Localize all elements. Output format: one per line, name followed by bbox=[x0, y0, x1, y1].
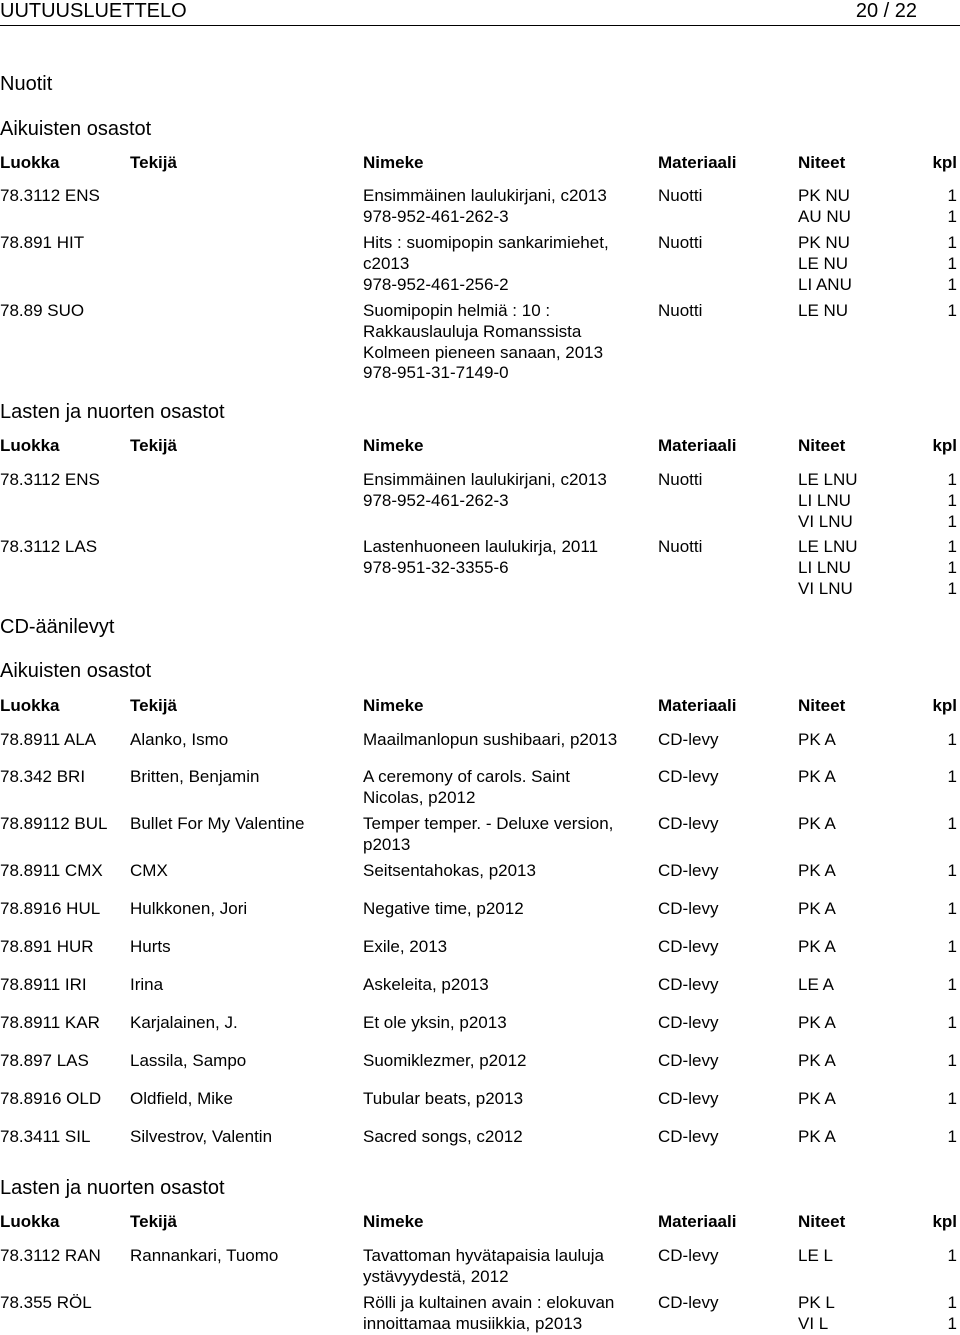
item-count: 1 bbox=[947, 1051, 957, 1070]
item-title-line: Temper temper. - Deluxe version, bbox=[363, 814, 614, 833]
item-title-line: Lastenhuoneen laulukirja, 2011 bbox=[363, 537, 599, 556]
item-count: 1 bbox=[947, 490, 957, 510]
item-author: Rannankari, Tuomo bbox=[130, 1246, 279, 1265]
item-material: CD-levy bbox=[658, 1051, 719, 1070]
col-header-copies: Niteet bbox=[798, 1212, 846, 1231]
item-material: CD-levy bbox=[658, 861, 719, 880]
item-class: 78.8911 ALA bbox=[0, 730, 97, 749]
item-count: 1 bbox=[947, 937, 957, 956]
item-material: CD-levy bbox=[658, 767, 719, 786]
item-count: 1 bbox=[947, 975, 957, 994]
item-class: 78.891 HIT bbox=[0, 233, 85, 252]
col-header-material: Materiaali bbox=[658, 153, 737, 172]
item-author: CMX bbox=[130, 861, 168, 880]
item-material: CD-levy bbox=[658, 814, 719, 833]
item-count: 1 bbox=[947, 578, 957, 598]
item-class: 78.355 RÖL bbox=[0, 1293, 92, 1312]
item-title-line: Rakkauslauluja Romanssista bbox=[363, 321, 582, 341]
col-header-material: Materiaali bbox=[658, 696, 737, 715]
item-location: PK A bbox=[798, 937, 836, 956]
item-class: 78.89112 BUL bbox=[0, 814, 108, 833]
item-location: LI LNU bbox=[798, 490, 851, 510]
item-title-line: Ensimmäinen laulukirjani, c2013 bbox=[363, 470, 607, 489]
col-header-material: Materiaali bbox=[658, 436, 737, 455]
col-header-author: Tekijä bbox=[130, 153, 177, 172]
item-title-line: Et ole yksin, p2013 bbox=[363, 1013, 507, 1032]
item-material: Nuotti bbox=[658, 233, 703, 252]
item-material: Nuotti bbox=[658, 537, 703, 556]
col-header-copies: Niteet bbox=[798, 436, 846, 455]
item-title-line: 978-951-31-7149-0 bbox=[363, 363, 509, 383]
item-title-line: Kolmeen pieneen sanaan, 2013 bbox=[363, 342, 604, 362]
item-class: 78.891 HUR bbox=[0, 937, 94, 956]
item-author: Oldfield, Mike bbox=[130, 1089, 233, 1108]
item-class: 78.3112 LAS bbox=[0, 537, 98, 556]
item-material: CD-levy bbox=[658, 1127, 719, 1146]
item-class: 78.342 BRI bbox=[0, 767, 86, 786]
item-material: CD-levy bbox=[658, 1089, 719, 1108]
item-title-line: Exile, 2013 bbox=[363, 937, 448, 956]
item-location: PK A bbox=[798, 730, 836, 749]
col-header-count: kpl bbox=[932, 436, 957, 455]
item-location: VI L bbox=[798, 1313, 829, 1333]
item-author: Hurts bbox=[130, 937, 171, 956]
item-location: PK A bbox=[798, 767, 836, 786]
col-header-count: kpl bbox=[932, 696, 957, 715]
item-material: CD-levy bbox=[658, 899, 719, 918]
col-header-author: Tekijä bbox=[130, 1212, 177, 1231]
item-title-line: 978-952-461-262-3 bbox=[363, 490, 509, 510]
subsection-kids: Lasten ja nuorten osastot bbox=[0, 1177, 225, 1199]
col-header-copies: Niteet bbox=[798, 153, 846, 172]
item-count: 1 bbox=[947, 470, 957, 489]
section-nuotit: Nuotit bbox=[0, 73, 53, 95]
item-location: PK A bbox=[798, 861, 836, 880]
item-class: 78.3112 RAN bbox=[0, 1246, 101, 1265]
item-count: 1 bbox=[947, 206, 957, 226]
col-header-title: Nimeke bbox=[363, 696, 424, 715]
item-class: 78.8911 CMX bbox=[0, 861, 103, 880]
item-location: LI ANU bbox=[798, 274, 852, 294]
item-material: CD-levy bbox=[658, 1246, 719, 1265]
item-author: Irina bbox=[130, 975, 164, 994]
col-header-class: Luokka bbox=[0, 153, 60, 172]
item-title-line: Hits : suomipopin sankarimiehet, bbox=[363, 233, 609, 252]
col-header-title: Nimeke bbox=[363, 436, 424, 455]
item-count: 1 bbox=[947, 1246, 957, 1265]
item-title-line: c2013 bbox=[363, 253, 410, 273]
item-title-line: 978-952-461-262-3 bbox=[363, 206, 509, 226]
item-location: VI LNU bbox=[798, 511, 853, 531]
col-header-class: Luokka bbox=[0, 436, 60, 455]
item-location: LE L bbox=[798, 1246, 833, 1265]
item-location: PK A bbox=[798, 899, 836, 918]
item-title-line: ystävyydestä, 2012 bbox=[363, 1266, 509, 1286]
item-title-line: innoittamaa musiikkia, p2013 bbox=[363, 1313, 583, 1333]
item-count: 1 bbox=[947, 186, 957, 205]
item-location: LE NU bbox=[798, 253, 849, 273]
item-author: Lassila, Sampo bbox=[130, 1051, 247, 1070]
item-location: PK NU bbox=[798, 186, 850, 205]
item-location: LE LNU bbox=[798, 470, 858, 489]
item-count: 1 bbox=[947, 1089, 957, 1108]
item-class: 78.89 SUO bbox=[0, 301, 85, 320]
item-location: PK A bbox=[798, 1051, 836, 1070]
item-class: 78.3112 ENS bbox=[0, 470, 100, 489]
col-header-count: kpl bbox=[932, 1212, 957, 1231]
col-header-author: Tekijä bbox=[130, 436, 177, 455]
item-location: LE NU bbox=[798, 301, 849, 320]
item-material: Nuotti bbox=[658, 470, 703, 489]
item-count: 1 bbox=[947, 1313, 957, 1333]
item-title-line: Ensimmäinen laulukirjani, c2013 bbox=[363, 186, 607, 205]
item-title-line: p2013 bbox=[363, 834, 411, 854]
item-count: 1 bbox=[947, 301, 957, 320]
item-location: LE A bbox=[798, 975, 834, 994]
col-header-title: Nimeke bbox=[363, 153, 424, 172]
item-location: PK L bbox=[798, 1293, 835, 1312]
page-number: 20 / 22 bbox=[855, 0, 917, 22]
item-title-line: Tavattoman hyvätapaisia lauluja bbox=[363, 1246, 604, 1265]
col-header-material: Materiaali bbox=[658, 1212, 737, 1231]
subsection-adult: Aikuisten osastot bbox=[0, 660, 152, 682]
item-title-line: Maailmanlopun sushibaari, p2013 bbox=[363, 730, 618, 749]
item-location: LE LNU bbox=[798, 537, 858, 556]
item-class: 78.897 LAS bbox=[0, 1051, 89, 1070]
item-title-line: Suomipopin helmiä : 10 : bbox=[363, 301, 551, 320]
item-author: Karjalainen, J. bbox=[130, 1013, 238, 1032]
item-count: 1 bbox=[947, 1013, 957, 1032]
item-title-line: 978-951-32-3355-6 bbox=[363, 557, 509, 577]
item-class: 78.8911 KAR bbox=[0, 1013, 100, 1032]
item-class: 78.3112 ENS bbox=[0, 186, 100, 205]
item-class: 78.8916 OLD bbox=[0, 1089, 102, 1108]
col-header-copies: Niteet bbox=[798, 696, 846, 715]
document-title: UUTUUSLUETTELO bbox=[0, 0, 187, 22]
item-material: Nuotti bbox=[658, 186, 703, 205]
item-count: 1 bbox=[947, 274, 957, 294]
item-title-line: Tubular beats, p2013 bbox=[363, 1089, 524, 1108]
item-count: 1 bbox=[947, 1293, 957, 1312]
item-title-line: Negative time, p2012 bbox=[363, 899, 524, 918]
item-count: 1 bbox=[947, 861, 957, 880]
item-count: 1 bbox=[947, 767, 957, 786]
item-location: PK A bbox=[798, 814, 836, 833]
item-count: 1 bbox=[947, 899, 957, 918]
item-location: PK NU bbox=[798, 233, 850, 252]
item-count: 1 bbox=[947, 537, 957, 556]
item-material: CD-levy bbox=[658, 1293, 719, 1312]
item-location: PK A bbox=[798, 1089, 836, 1108]
item-author: Alanko, Ismo bbox=[130, 730, 229, 749]
item-location: PK A bbox=[798, 1013, 836, 1032]
col-header-class: Luokka bbox=[0, 696, 60, 715]
item-location: VI LNU bbox=[798, 578, 853, 598]
item-count: 1 bbox=[947, 233, 957, 252]
item-title-line: Seitsentahokas, p2013 bbox=[363, 861, 536, 880]
item-count: 1 bbox=[947, 557, 957, 577]
item-title-line: Askeleita, p2013 bbox=[363, 975, 489, 994]
subsection-adult: Aikuisten osastot bbox=[0, 118, 152, 140]
section-cd: CD-äänilevyt bbox=[0, 616, 115, 638]
subsection-kids: Lasten ja nuorten osastot bbox=[0, 401, 225, 423]
item-count: 1 bbox=[947, 1127, 957, 1146]
item-author: Bullet For My Valentine bbox=[130, 814, 305, 833]
item-title-line: A ceremony of carols. Saint bbox=[363, 767, 570, 786]
item-material: Nuotti bbox=[658, 301, 703, 320]
col-header-class: Luokka bbox=[0, 1212, 60, 1231]
item-class: 78.3411 SIL bbox=[0, 1127, 91, 1146]
item-material: CD-levy bbox=[658, 937, 719, 956]
item-title-line: 978-952-461-256-2 bbox=[363, 274, 509, 294]
col-header-author: Tekijä bbox=[130, 696, 177, 715]
item-class: 78.8911 IRI bbox=[0, 975, 87, 994]
item-count: 1 bbox=[947, 511, 957, 531]
item-author: Silvestrov, Valentin bbox=[130, 1127, 273, 1146]
item-location: LI LNU bbox=[798, 557, 851, 577]
col-header-title: Nimeke bbox=[363, 1212, 424, 1231]
item-title-line: Nicolas, p2012 bbox=[363, 787, 476, 807]
item-location: AU NU bbox=[798, 206, 851, 226]
item-title-line: Suomiklezmer, p2012 bbox=[363, 1051, 527, 1070]
item-author: Hulkkonen, Jori bbox=[130, 899, 248, 918]
item-material: CD-levy bbox=[658, 1013, 719, 1032]
item-material: CD-levy bbox=[658, 975, 719, 994]
item-count: 1 bbox=[947, 253, 957, 273]
item-title-line: Sacred songs, c2012 bbox=[363, 1127, 523, 1146]
item-count: 1 bbox=[947, 730, 957, 749]
header-rule bbox=[0, 25, 960, 26]
item-class: 78.8916 HUL bbox=[0, 899, 101, 918]
item-title-line: Rölli ja kultainen avain : elokuvan bbox=[363, 1293, 615, 1312]
item-author: Britten, Benjamin bbox=[130, 767, 260, 786]
item-location: PK A bbox=[798, 1127, 836, 1146]
item-count: 1 bbox=[947, 814, 957, 833]
col-header-count: kpl bbox=[932, 153, 957, 172]
item-material: CD-levy bbox=[658, 730, 719, 749]
